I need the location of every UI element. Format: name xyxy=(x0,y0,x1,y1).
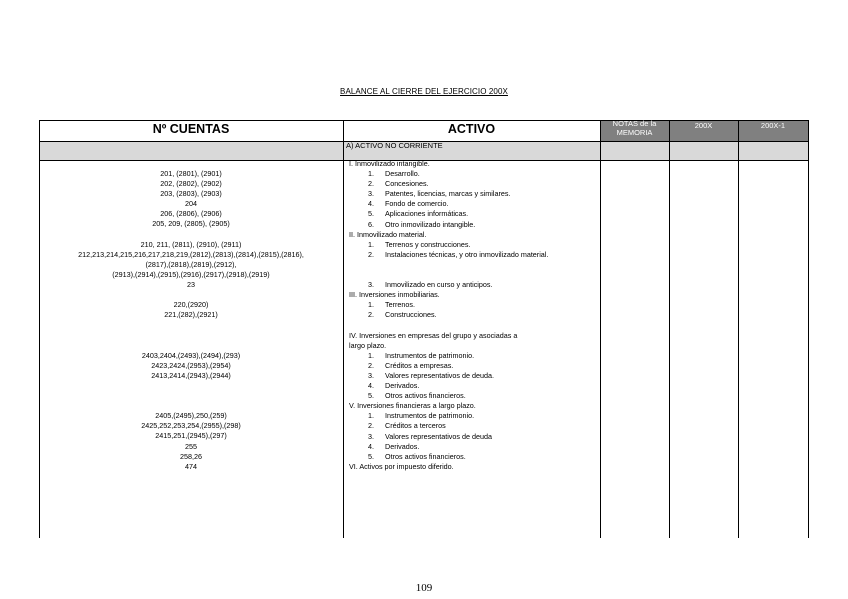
col-border-year xyxy=(738,120,739,538)
activo-subitem xyxy=(349,300,604,310)
cuentas-line xyxy=(39,320,343,330)
activo-subitem-number: 3. xyxy=(368,370,374,380)
activo-subitem-number: 2. xyxy=(368,249,374,259)
activo-subitem-text: Derivados. xyxy=(385,381,420,391)
col-border-notas xyxy=(669,120,670,538)
activo-subitem-text: Inmovilizado en curso y anticipos. xyxy=(385,280,493,290)
activo-subitem xyxy=(349,169,604,179)
header-prev-year: 200X-1 xyxy=(760,121,786,130)
activo-subitem xyxy=(349,452,604,462)
activo-subitem-text: Créditos a terceros xyxy=(385,421,446,431)
activo-subitem-text: Instrumentos de patrimonio. xyxy=(385,411,475,421)
activo-heading xyxy=(349,270,604,280)
cuentas-line: 203, (2803), (2903) xyxy=(160,189,222,199)
activo-subitem-number: 3. xyxy=(368,280,374,290)
activo-subitem-number: 1. xyxy=(368,169,374,179)
activo-subitem xyxy=(349,351,604,361)
activo-heading: III. Inversiones inmobiliarias. xyxy=(349,290,440,300)
activo-subitem-text: Fondo de comercio. xyxy=(385,199,449,209)
cuentas-line: 201, (2801), (2901) xyxy=(160,169,222,178)
activo-subitem-number: 6. xyxy=(368,219,374,229)
cuentas-line: 212,213,214,215,216,217,218,219,(2812),(2813),(2814),(2815),(2816), xyxy=(78,249,304,259)
cuentas-line xyxy=(39,401,343,411)
col-border-right xyxy=(808,120,809,538)
activo-subitem-number: 1. xyxy=(368,350,374,360)
activo-subitem xyxy=(349,240,604,250)
activo-subitem xyxy=(349,421,604,431)
cuentas-line: (2817),(2818),(2819),(2912), xyxy=(145,259,237,269)
activo-heading xyxy=(349,260,604,270)
activo-subitem xyxy=(349,220,604,230)
cuentas-line: 2413,2414,(2943),(2944) xyxy=(151,370,231,380)
activo-subitem-text: Construcciones. xyxy=(385,310,437,320)
balance-title: BALANCE AL CIERRE DEL EJERCICIO 200X xyxy=(340,87,508,96)
activo-subitem-text: Instrumentos de patrimonio. xyxy=(385,350,475,360)
cuentas-line: 2403,2404,(2493),(2494),(293) xyxy=(141,350,241,360)
activo-subitem-text: Concesiones. xyxy=(385,179,429,189)
activo-subitem xyxy=(349,442,604,452)
cuentas-line: (2913),(2914),(2915),(2916),(2917),(2918),(2919) xyxy=(112,269,270,279)
activo-subitem xyxy=(349,411,604,421)
cuentas-line: 210, 211, (2811), (2910), (2911) xyxy=(140,239,242,249)
activo-subitem-number: 1. xyxy=(368,300,374,310)
activo-subitem-number: 2. xyxy=(368,310,374,320)
activo-subitem-number: 4. xyxy=(368,441,374,451)
activo-subitem-number: 2. xyxy=(368,360,374,370)
cuentas-line xyxy=(39,331,343,341)
section-a-label: A) ACTIVO NO CORRIENTE xyxy=(346,141,443,150)
cuentas-line: 2425,252,253,254,(2955),(298) xyxy=(141,421,241,431)
activo-subitem xyxy=(349,280,604,290)
activo-subitem-text: Instalaciones técnicas, y otro inmovilizado material. xyxy=(385,249,549,259)
activo-subitem-number: 1. xyxy=(368,411,374,421)
activo-subitem-number: 4. xyxy=(368,381,374,391)
cuentas-line: 204 xyxy=(185,199,197,209)
cuentas-line xyxy=(39,290,343,300)
activo-subitem-text: Patentes, licencias, marcas y similares. xyxy=(385,189,511,199)
header-year: 200X xyxy=(694,121,713,130)
cuentas-line xyxy=(39,381,343,391)
activo-subitem-number: 5. xyxy=(368,391,374,401)
activo-subitem xyxy=(349,371,604,381)
cuentas-line: 2415,251,(2945),(297) xyxy=(155,431,227,441)
activo-subitem-number: 5. xyxy=(368,209,374,219)
activo-subitem xyxy=(349,250,604,260)
activo-heading: VI. Activos por impuesto diferido. xyxy=(349,461,454,471)
header-notas-line1: NOTAS de la xyxy=(612,119,657,128)
activo-subitem-number: 4. xyxy=(368,199,374,209)
activo-subitem-text: Otros activos financieros. xyxy=(385,451,466,461)
activo-subitem xyxy=(349,391,604,401)
cuentas-line: 221,(282),(2921) xyxy=(164,310,218,320)
cuentas-line: 2405,(2495),250,(259) xyxy=(155,411,227,421)
activo-column xyxy=(349,159,604,472)
cuentas-line: 220,(2920) xyxy=(173,300,209,310)
activo-subitem-number: 2. xyxy=(368,421,374,431)
activo-subitem xyxy=(349,199,604,209)
header-cuentas: Nº CUENTAS xyxy=(152,122,230,136)
cuentas-line xyxy=(39,391,343,401)
cuentas-line: 474 xyxy=(185,461,197,471)
activo-subitem xyxy=(349,209,604,219)
cuentas-line: 202, (2802), (2902) xyxy=(160,179,222,189)
activo-subitem xyxy=(349,310,604,320)
cuentas-column xyxy=(39,169,343,472)
activo-subitem-number: 5. xyxy=(368,451,374,461)
page-number: 109 xyxy=(415,582,433,594)
activo-subitem xyxy=(349,189,604,199)
balance-table xyxy=(39,120,809,538)
activo-subitem-text: Créditos a empresas. xyxy=(385,360,454,370)
cuentas-line xyxy=(39,230,343,240)
activo-heading: V. Inversiones financieras a largo plazo. xyxy=(349,401,476,411)
cuentas-line: 206, (2806), (2906) xyxy=(160,209,222,219)
activo-heading: largo plazo. xyxy=(349,340,387,350)
activo-subitem-text: Derivados. xyxy=(385,441,420,451)
activo-subitem xyxy=(349,361,604,371)
activo-subitem-number: 1. xyxy=(368,239,374,249)
header-notas xyxy=(600,120,669,137)
activo-subitem-text: Desarrollo. xyxy=(385,169,420,179)
activo-subitem-text: Terrenos y construcciones. xyxy=(385,239,471,249)
activo-subitem xyxy=(349,432,604,442)
activo-heading: I. Inmovilizado intangible. xyxy=(349,159,430,168)
header-activo: ACTIVO xyxy=(447,122,496,136)
activo-heading: IV. Inversiones en empresas del grupo y asociadas a xyxy=(349,330,518,340)
cuentas-line: 2423,2424,(2953),(2954) xyxy=(151,360,231,370)
activo-subitem-number: 2. xyxy=(368,179,374,189)
activo-heading: II. Inmovilizado material. xyxy=(349,229,427,239)
cuentas-line: 255 xyxy=(185,441,197,451)
col-border-cuentas xyxy=(343,120,344,538)
activo-subitem xyxy=(349,381,604,391)
activo-subitem-text: Aplicaciones informáticas. xyxy=(385,209,469,219)
cuentas-line: 23 xyxy=(187,280,195,290)
activo-subitem-text: Otros activos financieros. xyxy=(385,391,466,401)
cuentas-line: 205, 209, (2805), (2905) xyxy=(152,219,230,229)
activo-subitem-text: Otro inmovilizado intangible. xyxy=(385,219,476,229)
activo-subitem-text: Terrenos. xyxy=(385,300,415,310)
header-notas-line2: MEMORIA xyxy=(616,127,653,137)
activo-subitem-text: Valores representativos de deuda. xyxy=(385,370,494,380)
activo-subitem-number: 3. xyxy=(368,431,374,441)
cuentas-line xyxy=(39,341,343,351)
cuentas-line: 258,26 xyxy=(180,451,202,461)
activo-subitem xyxy=(349,179,604,189)
activo-heading xyxy=(349,321,604,331)
activo-subitem-text: Valores representativos de deuda xyxy=(385,431,492,441)
activo-subitem-number: 3. xyxy=(368,189,374,199)
